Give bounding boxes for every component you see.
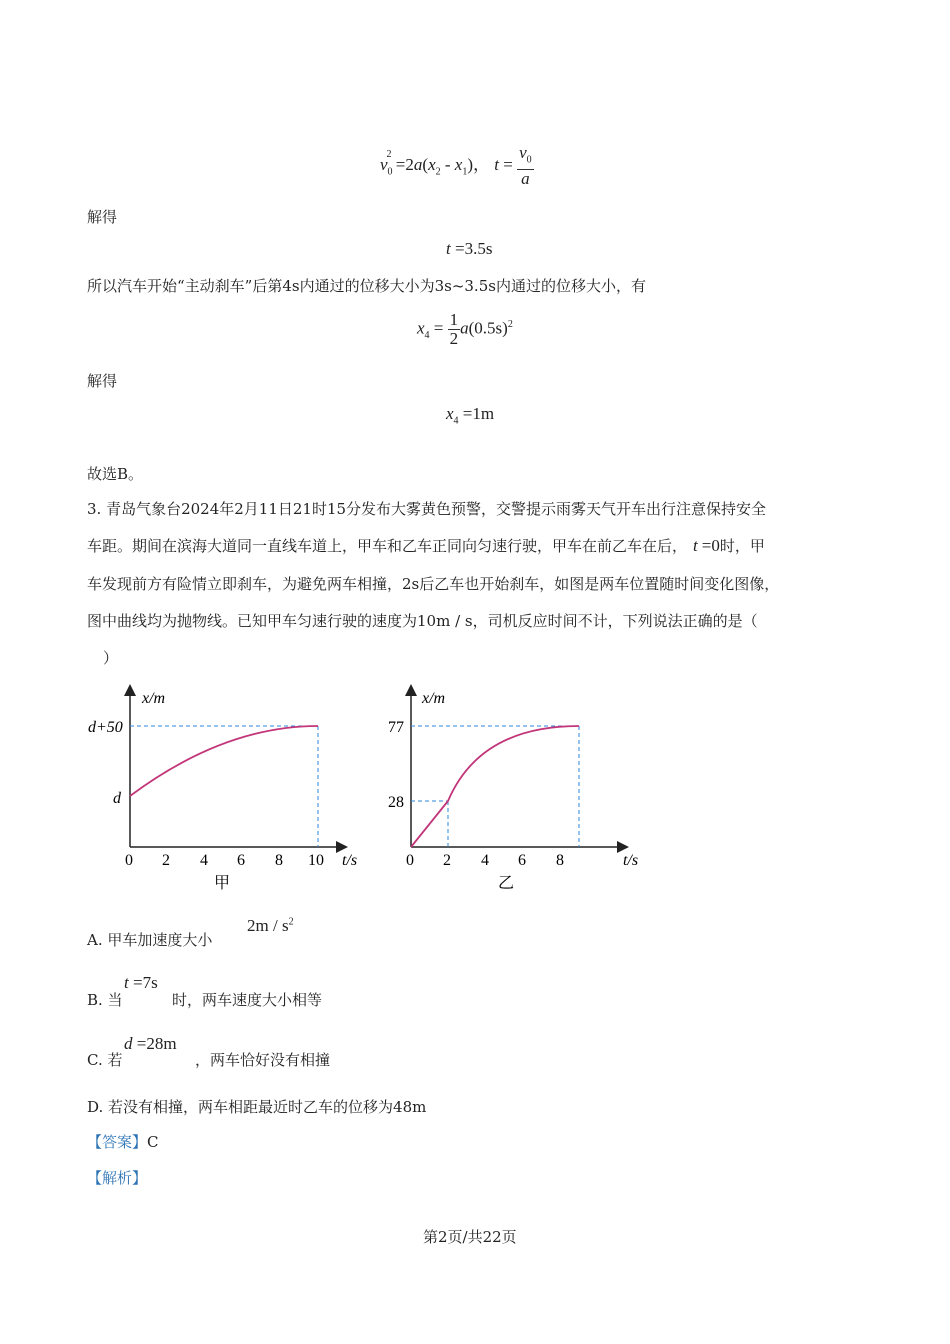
- caption-jia: 甲: [214, 875, 231, 892]
- y-tick-d: d: [113, 790, 121, 807]
- x-axis-label: t/s: [623, 852, 639, 869]
- curve-jia: [130, 726, 318, 796]
- top-formula: $v_0^2 =2a(x_2 - x_1)$， t = $\frac{v_0}{a}$: [380, 143, 532, 189]
- solve-label-1: 解得: [87, 208, 118, 226]
- question-line-5: ）: [103, 649, 119, 667]
- option-a[interactable]: A. 甲车加速度大小: [87, 931, 213, 949]
- x-tick-4: 4: [200, 852, 208, 869]
- option-b-suffix: 时，两车速度大小相等: [172, 991, 323, 1009]
- x-tick-8: 8: [556, 852, 564, 869]
- option-a-formula: $2m / s^2$: [247, 916, 294, 935]
- choose-answer: 故选B。: [87, 465, 144, 483]
- chart-yi: [380, 680, 670, 895]
- chart-jia: [80, 680, 380, 895]
- page-footer: 第2页/共22页: [423, 1228, 517, 1246]
- eq-x4-result: $x_4 =1m$: [446, 404, 495, 427]
- x-tick-10: 10: [308, 852, 324, 869]
- analysis-tag: 【解析】: [87, 1169, 148, 1187]
- x-tick-0: 0: [125, 852, 133, 869]
- question-line-3: 车发现前方有险情立即刹车，为避免两车相撞，2s后乙车也开始刹车，如图是两车位置随时间变化图像，: [87, 575, 780, 593]
- x-ticks: [125, 852, 324, 869]
- x-axis-label: t/s: [342, 852, 358, 869]
- eq-t: t =3.5s: [446, 239, 493, 258]
- option-b[interactable]: B. 当: [87, 991, 123, 1009]
- answer-tag: 【答案】: [87, 1133, 148, 1151]
- y-tick-77: 77: [388, 719, 404, 736]
- paragraph-1: 所以汽车开始“主动刹车”后第4s内通过的位移大小为3s~3.5s内通过的位移大小，有: [87, 277, 646, 295]
- option-c[interactable]: C. 若: [87, 1051, 123, 1069]
- y-tick-d50: d+50: [88, 719, 123, 736]
- option-d[interactable]: D. 若没有相撞，两车相距最近时乙车的位移为48m: [87, 1098, 427, 1116]
- question-line-2: 车距。期间在滨海大道同一直线车道上，甲车和乙车正同向匀速行驶，甲车在前乙车在后， t =0时，甲: [87, 536, 765, 555]
- question-line-4: 图中曲线均为抛物线。已知甲车匀速行驶的速度为10m / s，司机反应时间不计，下列说法正确的是（: [87, 612, 758, 630]
- y-axis-label: x/m: [142, 690, 166, 707]
- x-tick-6: 6: [237, 852, 245, 869]
- option-b-formula: t =7s: [124, 973, 158, 992]
- curve-yi: [411, 726, 579, 847]
- solve-label-2: 解得: [87, 372, 118, 390]
- question-line-1: 3. 青岛气象台2024年2月11日21时15分发布大雾黄色预警，交警提示雨雾天气开车出行注意保持安全: [87, 500, 767, 518]
- x-ticks: [406, 852, 564, 869]
- x-tick-4: 4: [481, 852, 489, 869]
- x-tick-6: 6: [518, 852, 526, 869]
- y-tick-28: 28: [388, 794, 404, 811]
- x-tick-2: 2: [443, 852, 451, 869]
- y-axis-label: x/m: [422, 690, 446, 707]
- x-tick-8: 8: [275, 852, 283, 869]
- option-c-suffix: ，两车恰好没有相撞: [195, 1051, 331, 1069]
- x-tick-0: 0: [406, 852, 414, 869]
- caption-yi: 乙: [498, 875, 515, 892]
- option-c-formula: d =28m: [124, 1034, 177, 1053]
- eq-x4: $x_4$ = $\frac{1}{2}$ $a(0.5s)^2$: [417, 310, 513, 348]
- analysis-line: [87, 1168, 147, 1188]
- x-tick-2: 2: [162, 852, 170, 869]
- answer-line: 【答案】C: [87, 1133, 159, 1151]
